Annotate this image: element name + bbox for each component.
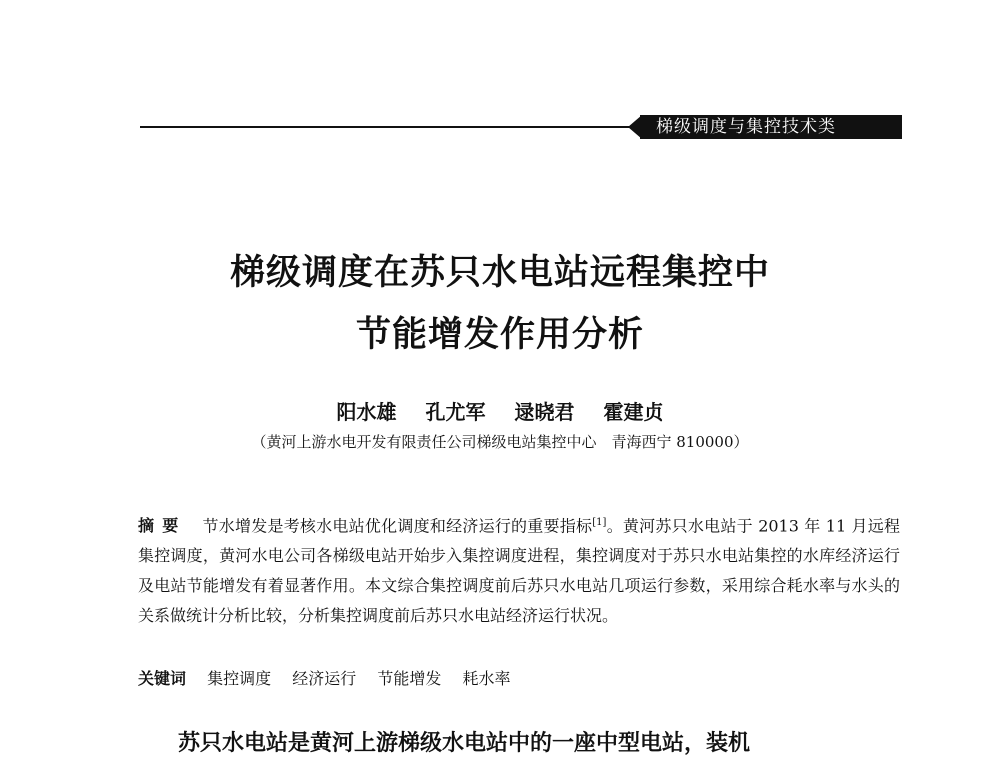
keyword: 节能增发	[377, 669, 442, 688]
author-name: 霍建贞	[603, 400, 664, 424]
title-line-1: 梯级调度在苏只水电站远程集控中	[229, 253, 770, 293]
title-line-2: 节能增发作用分析	[355, 315, 644, 355]
author-name: 阳水雄	[336, 400, 397, 424]
section-category-label: 梯级调度与集控技术类	[640, 115, 902, 139]
abstract-label: 摘要	[138, 516, 187, 536]
abstract	[138, 508, 900, 631]
author-name: 逯晓君	[514, 400, 575, 424]
abstract-text: 节水增发是考核水电站优化调度和经济运行的重要指标	[202, 516, 593, 536]
author-name: 孔尤军	[425, 400, 486, 424]
author-list	[0, 398, 1000, 426]
keyword: 耗水率	[462, 669, 511, 688]
running-header	[140, 114, 902, 144]
keyword: 经济运行	[292, 669, 357, 688]
header-rule	[140, 126, 632, 128]
paper-title	[0, 242, 1000, 366]
keywords	[138, 664, 900, 694]
keywords-label: 关键词	[138, 669, 187, 688]
author-affiliation: （黄河上游水电开发有限责任公司梯级电站集控中心 青海西宁 810000）	[251, 433, 749, 451]
abstract-text-cont: 。黄河苏只水电站于 2013 年 11 月远程集控调度，黄河水电公司各梯级电站开始步入集控调度进程，集控调度对于苏只水电站集控的水库经济运行及电站节能增发有着显著作用。本文综合集控调度前后苏只水电站几项运行参数，采用综合耗水率与水头的关系做统计分析比较，分析集控调度前后苏只水电站经济运行状况。	[138, 516, 900, 626]
keyword: 集控调度	[207, 669, 272, 688]
body-paragraph: 苏只水电站是黄河上游梯级水电站中的一座中型电站，装机	[178, 730, 751, 756]
citation-ref: [1]	[592, 517, 607, 528]
